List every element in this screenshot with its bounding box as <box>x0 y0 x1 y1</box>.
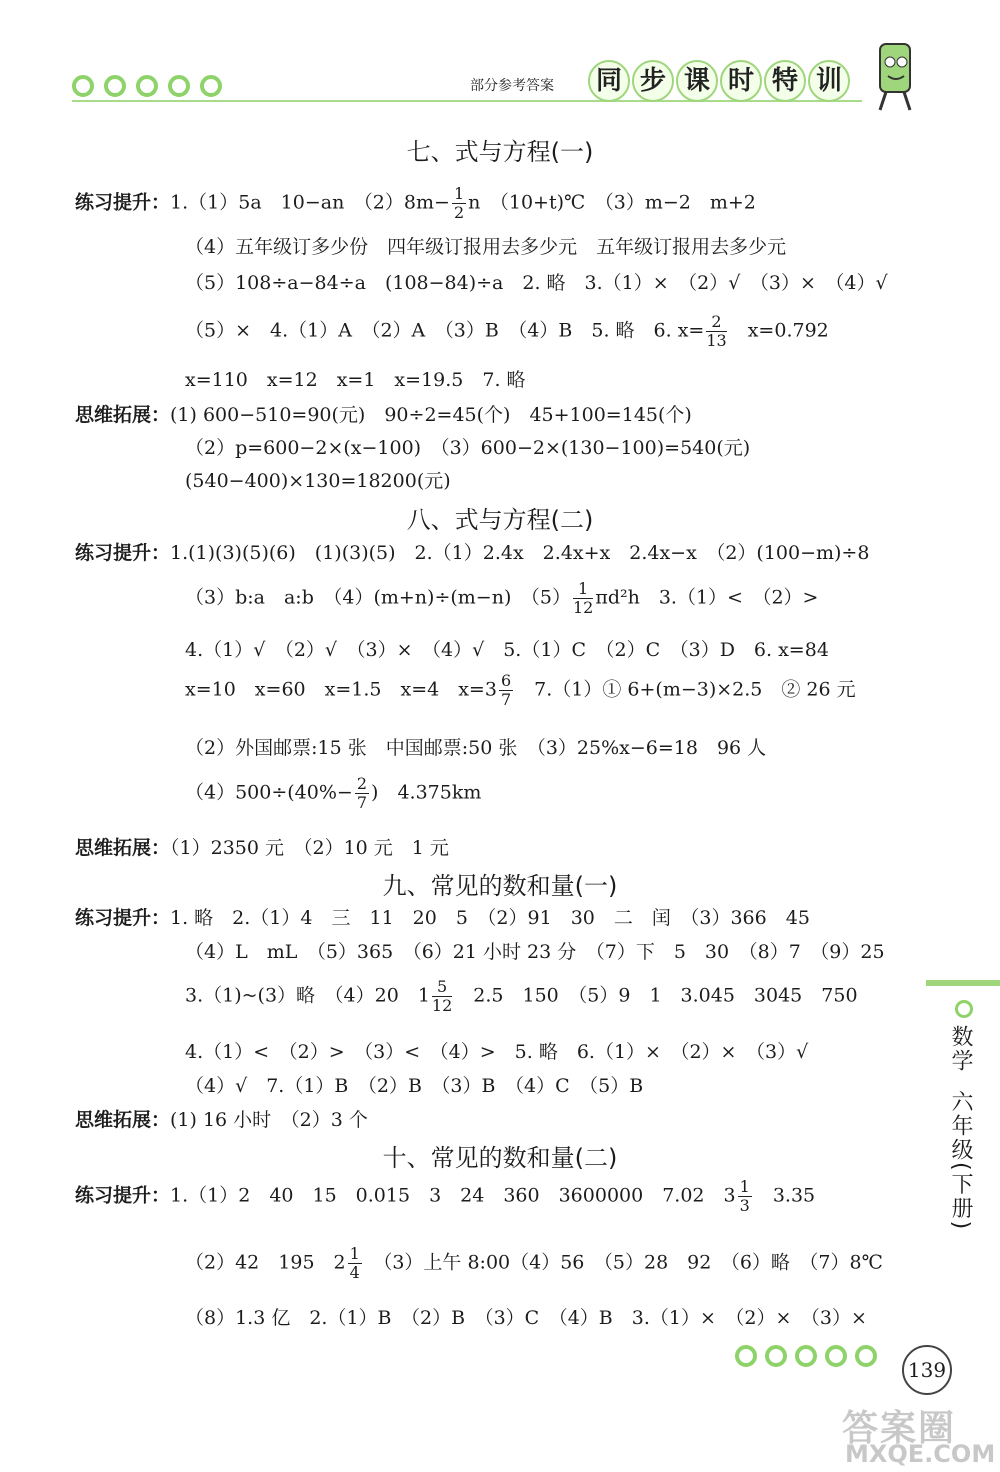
decor-circle <box>795 1345 817 1367</box>
answer-text: 1.（1）5a 10−an （2）8m− <box>170 191 450 214</box>
side-circle-icon <box>955 1000 973 1018</box>
fraction: $\frac{1}{12}$ <box>572 579 594 617</box>
answer-line <box>75 1105 368 1132</box>
decor-circle <box>825 1345 847 1367</box>
answer-text: 1.(1)(3)(5)(6) (1)(3)(5) 2.（1）2.4x 2.4x+x 2.4x−x （2）(100−m)÷8 <box>170 542 870 564</box>
fraction: $\frac{1}{2}$ <box>453 184 465 222</box>
fraction: $\frac{2}{7}$ <box>356 774 368 812</box>
decor-circle <box>855 1345 877 1367</box>
title-char: 训 <box>808 60 850 102</box>
practice-label: 练习提升： <box>75 907 171 929</box>
answer-text: 3.（1)~(3）略 （4）20 1 <box>185 984 430 1007</box>
fraction: $\frac{5}{12}$ <box>431 977 453 1015</box>
answer-text: n （10+t)℃ （3）m−2 m+2 <box>468 191 756 214</box>
answer-text: （4）500÷(40%− <box>185 781 353 804</box>
section-title: 八、式与方程(二) <box>406 506 594 534</box>
book-title <box>588 60 850 102</box>
decor-circle <box>735 1345 757 1367</box>
answer-text: 1. 略 2.（1）4 三 11 20 5 （2）91 30 二 闰 （3）366 45 <box>170 907 810 929</box>
answer-line: （8）1.3 亿 2.（1）B （2）B （3）C （4）B 3.（1）× （2）× （3）× <box>185 1307 867 1329</box>
answer-line <box>185 978 858 1015</box>
answer-text: （5）× 4.（1）A （2）A （3）B （4）B 5. 略 6. x= <box>185 319 705 342</box>
decor-circle <box>72 75 94 97</box>
answer-line <box>75 903 810 930</box>
side-divider <box>926 980 1000 986</box>
answer-line <box>75 1178 815 1215</box>
answer-line <box>75 538 869 565</box>
watermark: 答案圈 <box>842 1408 957 1449</box>
title-char: 课 <box>676 60 718 102</box>
answer-line <box>185 313 829 350</box>
answer-text: （1）2350 元 （2）10 元 1 元 <box>170 837 449 859</box>
answer-line: （2）外国邮票:15 张 中国邮票:50 张 （3）25%x−6=18 96 人 <box>185 737 767 759</box>
section-title: 十、常见的数和量(二) <box>382 1144 618 1172</box>
section-title: 七、式与方程(一) <box>406 138 594 166</box>
answer-line: (540−400)×130=18200(元) <box>185 470 451 492</box>
side-grade: 六年级(下册) <box>948 1090 973 1232</box>
answer-text: x=0.792 <box>747 319 829 342</box>
practice-label: 练习提升： <box>75 1184 171 1207</box>
answer-text: （2）42 195 2 <box>185 1251 346 1274</box>
thinking-label: 思维拓展： <box>75 1109 171 1131</box>
fraction: $\frac{1}{3}$ <box>739 1177 750 1215</box>
answer-text: ) 4.375km <box>371 781 482 804</box>
answer-line <box>75 185 756 222</box>
practice-label: 练习提升： <box>75 542 171 564</box>
answer-text: 3.35 <box>772 1184 816 1207</box>
answer-label: 部分参考答案 <box>470 78 554 94</box>
answer-line: （2）p=600−2×(x−100) （3）600−2×(130−100)=540(元) <box>185 437 751 459</box>
title-char: 时 <box>720 60 762 102</box>
answer-line: 4.（1）√ （2）√ （3）× （4）√ 5.（1）C （2）C （3）D 6. x=84 <box>185 639 829 661</box>
answer-text: 2.5 150 （5）9 1 3.045 3045 750 <box>473 984 858 1007</box>
answer-line <box>185 580 818 617</box>
page-number: 139 <box>902 1345 952 1395</box>
answer-line: （4）L mL （5）365 （6）21 小时 23 分 （7）下 5 30 （8）7 （9）25 <box>185 941 885 963</box>
thinking-label: 思维拓展： <box>75 404 171 426</box>
watermark-url: MXQE.COM <box>845 1440 996 1468</box>
answer-line: x=110 x=12 x=1 x=19.5 7. 略 <box>185 369 526 391</box>
answer-text: 1.（1）2 40 15 0.015 3 24 360 3600000 7.02 3 <box>170 1184 736 1207</box>
answer-text: (1) 16 小时 （2）3 个 <box>170 1109 368 1131</box>
mascot-icon <box>862 38 932 118</box>
decor-circle <box>765 1345 787 1367</box>
answer-line <box>75 833 449 860</box>
fraction: $\frac{1}{4}$ <box>349 1244 360 1282</box>
title-char: 步 <box>632 60 674 102</box>
answer-text: (1) 600−510=90(元) 90÷2=45(个) 45+100=145(个) <box>170 404 692 426</box>
decor-circle <box>136 75 158 97</box>
answer-line: （4）五年级订多少份 四年级订报用去多少元 五年级订报用去多少元 <box>185 236 787 258</box>
answer-line <box>185 1245 883 1282</box>
answer-line: 4.（1）< （2）> （3）< （4）> 5. 略 6.（1）× （2）× （3）√ <box>185 1041 809 1063</box>
practice-label: 练习提升： <box>75 191 171 214</box>
answer-line: （4）√ 7.（1）B （2）B （3）B （4）C （5）B <box>185 1075 644 1097</box>
answer-text: πd²h 3.（1）< （2）> <box>595 586 819 609</box>
decor-circle <box>200 75 222 97</box>
answer-text: （3）上午 8:00（4）56 （5）28 92 （6）略 （7）8℃ <box>382 1251 883 1274</box>
title-char: 特 <box>764 60 806 102</box>
answer-text: 7.（1）① 6+(m−3)×2.5 ② 26 元 <box>534 678 856 701</box>
answer-line: （5）108÷a−84÷a (108−84)÷a 2. 略 3.（1）× （2）√ （3）× （4）√ <box>185 272 888 294</box>
answer-line <box>185 672 856 709</box>
answer-line <box>185 775 481 812</box>
fraction: $\frac{2}{13}$ <box>706 312 727 350</box>
fraction: $\frac{6}{7}$ <box>500 671 512 709</box>
answer-line <box>75 400 692 427</box>
answer-text: x=10 x=60 x=1.5 x=4 x=3 <box>185 678 497 701</box>
answer-text: （3）b:a a:b （4）(m+n)÷(m−n) （5） <box>185 586 571 609</box>
decor-circle <box>104 75 126 97</box>
section-title: 九、常见的数和量(一) <box>382 872 618 900</box>
title-char: 同 <box>588 60 630 102</box>
side-subject: 数学 <box>948 1025 973 1073</box>
thinking-label: 思维拓展： <box>75 837 171 859</box>
decor-circle <box>168 75 190 97</box>
